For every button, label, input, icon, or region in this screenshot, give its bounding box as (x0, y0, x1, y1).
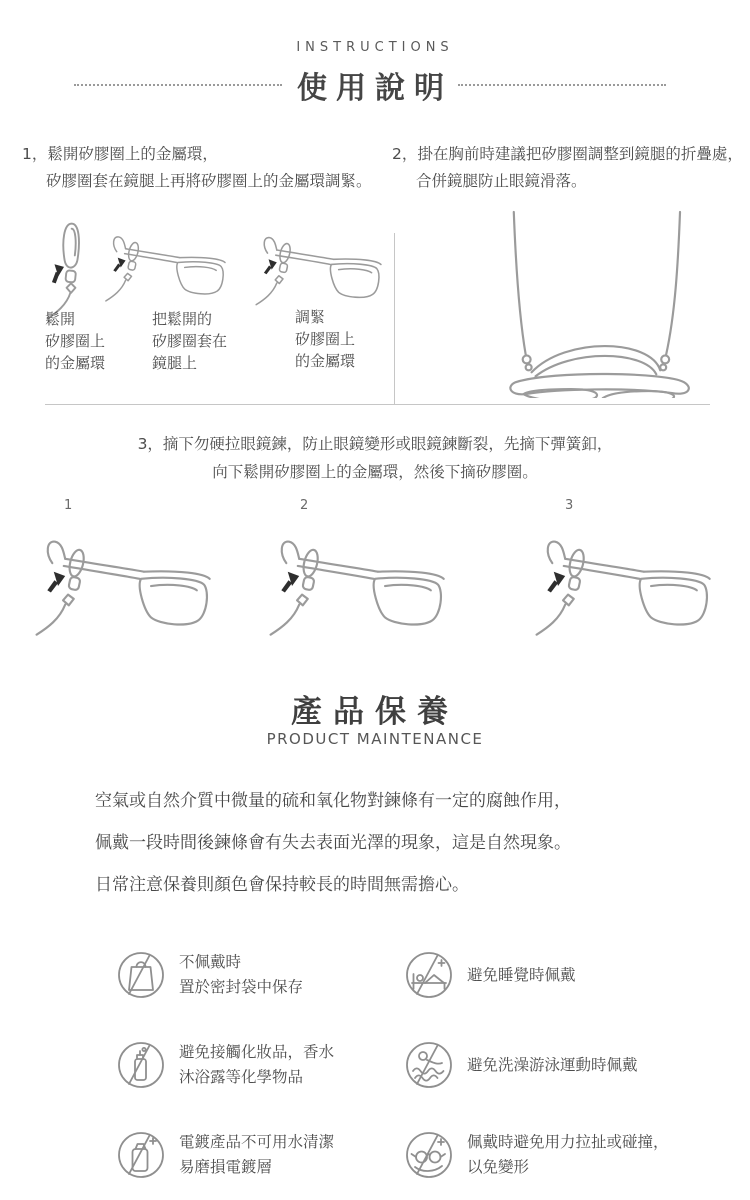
care-item-no-cosmetics: 避免接觸化妝品，香水 沐浴露等化學物品 (116, 1020, 404, 1110)
vertical-divider (394, 233, 395, 404)
step3-text (0, 430, 750, 486)
horizontal-divider (45, 404, 710, 405)
page-title: 使用說明 (297, 71, 453, 106)
care-item-no-bag: 不佩戴時 置於密封袋中保存 (116, 930, 404, 1020)
hanging-glasses-illustration (452, 210, 724, 398)
removal-step-number-2: 2 (300, 498, 309, 513)
care-instructions-grid (116, 930, 734, 1200)
step1-line1: 1，鬆開矽膠圈上的金屬環， (22, 145, 218, 163)
care-item-no-water-cleaning: 電鍍產品不可用水清潔 易磨損電鍍層 (116, 1110, 404, 1200)
loop-on-temple-illustration (100, 222, 228, 306)
step1-text (22, 141, 372, 195)
care-item-no-pulling: 佩戴時避免用力拉扯或碰撞， 以免變形 (404, 1110, 734, 1200)
step3-line1: 3，摘下勿硬拉眼鏡鍊，防止眼鏡變形或眼鏡鍊斷裂，先摘下彈簧釦， (137, 435, 613, 453)
page-header (0, 40, 750, 107)
step2-text (392, 141, 743, 195)
no-pulling-icon (404, 1130, 454, 1180)
removal-step-1-illustration (28, 520, 214, 642)
attach-label-3: 調緊 矽膠圈上 的金屬環 (295, 308, 356, 370)
no-cosmetics-icon (116, 1040, 166, 1090)
step2-line1: 2，掛在胸前時建議把矽膠圈調整到鏡腿的折疊處， (392, 145, 743, 163)
removal-step-number-1: 1 (64, 498, 73, 513)
step1-line2: 矽膠圈套在鏡腿上再將矽膠圈上的金屬環調緊。 (46, 172, 372, 190)
removal-step-number-3: 3 (565, 498, 574, 513)
maintenance-title: 產品保養 (291, 694, 459, 730)
no-bag-storage-icon (116, 950, 166, 1000)
maintenance-para-line2: 佩戴一段時間後鍊條會有失去表面光澤的現象，這是自然現象。 (95, 833, 571, 853)
care-item-no-sleep: 避免睡覺時佩戴 (404, 930, 734, 1020)
no-water-cleaning-icon (116, 1130, 166, 1180)
header-eyebrow: INSTRUCTIONS (296, 40, 454, 55)
step3-line2: 向下鬆開矽膠圈上的金屬環，然後下摘矽膠圈。 (212, 463, 538, 481)
attach-label-2: 把鬆開的 矽膠圈套在 鏡腿上 (152, 310, 228, 372)
maintenance-paragraph (95, 780, 675, 906)
maintenance-para-line1: 空氣或自然介質中微量的硫和氧化物對鍊條有一定的腐蝕作用， (95, 791, 571, 811)
step2-line2: 合併鏡腿防止眼鏡滑落。 (416, 172, 587, 190)
no-sleep-icon (404, 950, 454, 1000)
removal-step-2-illustration (262, 520, 448, 642)
care-item-no-swim: 避免洗澡游泳運動時佩戴 (404, 1020, 734, 1110)
no-swim-icon (404, 1040, 454, 1090)
removal-step-3-illustration (528, 520, 714, 642)
maintenance-subtitle: PRODUCT MAINTENANCE (266, 730, 484, 748)
maintenance-para-line3: 日常注意保養則顏色會保持較長的時間無需擔心。 (95, 875, 469, 895)
loop-tightened-illustration (250, 222, 384, 310)
attach-label-1: 鬆開 矽膠圈上 的金屬環 (45, 310, 106, 372)
